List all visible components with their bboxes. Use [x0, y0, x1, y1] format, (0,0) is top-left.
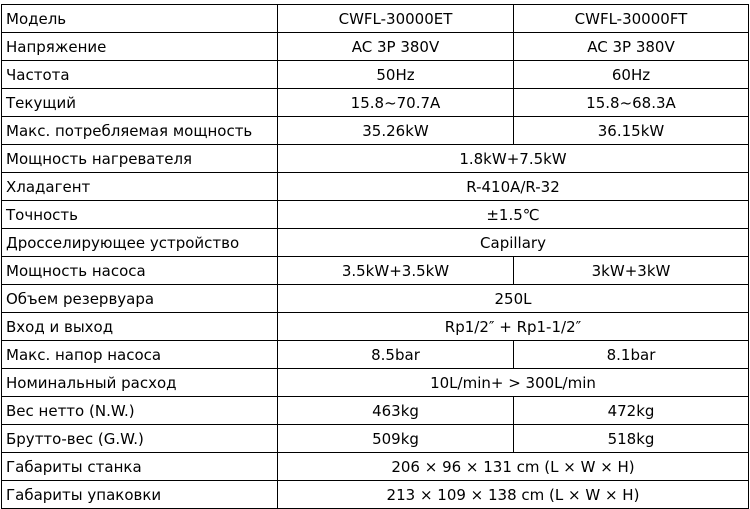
shared-value-cell: 250L — [278, 285, 749, 313]
value-cell-ft: AC 3P 380V — [514, 33, 749, 61]
table-row — [2, 341, 749, 369]
shared-value-cell: 10L/min+ > 300L/min — [278, 369, 749, 397]
row-label: Объем резервуара — [2, 285, 278, 313]
row-label: Мощность насоса — [2, 257, 278, 285]
row-label: Модель — [2, 5, 278, 33]
value-cell-ft: 472kg — [514, 397, 749, 425]
row-label: Брутто-вес (G.W.) — [2, 425, 278, 453]
row-label: Макс. напор насоса — [2, 341, 278, 369]
table-row — [2, 61, 749, 89]
shared-value-cell: Rp1/2″ + Rp1-1/2″ — [278, 313, 749, 341]
shared-value-cell: 1.8kW+7.5kW — [278, 145, 749, 173]
value-cell-et: 8.5bar — [278, 341, 514, 369]
spec-table-body — [2, 5, 749, 509]
shared-value-cell: Capillary — [278, 229, 749, 257]
shared-value-cell: R-410A/R-32 — [278, 173, 749, 201]
value-cell-ft: 60Hz — [514, 61, 749, 89]
table-row — [2, 257, 749, 285]
table-row — [2, 397, 749, 425]
table-row — [2, 229, 749, 257]
row-label: Вход и выход — [2, 313, 278, 341]
row-label: Напряжение — [2, 33, 278, 61]
row-label: Дросселирующее устройство — [2, 229, 278, 257]
value-cell-et: AC 3P 380V — [278, 33, 514, 61]
table-row — [2, 145, 749, 173]
value-cell-et: 35.26kW — [278, 117, 514, 145]
row-label: Точность — [2, 201, 278, 229]
row-label: Частота — [2, 61, 278, 89]
value-cell-ft: 518kg — [514, 425, 749, 453]
table-row — [2, 453, 749, 481]
value-cell-et: CWFL-30000ET — [278, 5, 514, 33]
table-row — [2, 89, 749, 117]
table-row — [2, 369, 749, 397]
row-label: Мощность нагревателя — [2, 145, 278, 173]
value-cell-et: 50Hz — [278, 61, 514, 89]
row-label: Номинальный расход — [2, 369, 278, 397]
table-row — [2, 285, 749, 313]
value-cell-ft: 15.8~68.3A — [514, 89, 749, 117]
row-label: Габариты станка — [2, 453, 278, 481]
table-row — [2, 117, 749, 145]
shared-value-cell: 213 × 109 × 138 cm (L × W × H) — [278, 481, 749, 509]
row-label: Хладагент — [2, 173, 278, 201]
spec-table — [1, 4, 749, 509]
value-cell-ft: 36.15kW — [514, 117, 749, 145]
table-row — [2, 33, 749, 61]
value-cell-et: 509kg — [278, 425, 514, 453]
row-label: Макс. потребляемая мощность — [2, 117, 278, 145]
table-row — [2, 481, 749, 509]
value-cell-ft: CWFL-30000FT — [514, 5, 749, 33]
value-cell-ft: 3kW+3kW — [514, 257, 749, 285]
value-cell-ft: 8.1bar — [514, 341, 749, 369]
value-cell-et: 463kg — [278, 397, 514, 425]
table-row — [2, 173, 749, 201]
value-cell-et: 3.5kW+3.5kW — [278, 257, 514, 285]
table-row — [2, 5, 749, 33]
shared-value-cell: ±1.5℃ — [278, 201, 749, 229]
table-row — [2, 313, 749, 341]
table-row — [2, 425, 749, 453]
value-cell-et: 15.8~70.7A — [278, 89, 514, 117]
shared-value-cell: 206 × 96 × 131 cm (L × W × H) — [278, 453, 749, 481]
table-row — [2, 201, 749, 229]
row-label: Габариты упаковки — [2, 481, 278, 509]
row-label: Текущий — [2, 89, 278, 117]
row-label: Вес нетто (N.W.) — [2, 397, 278, 425]
